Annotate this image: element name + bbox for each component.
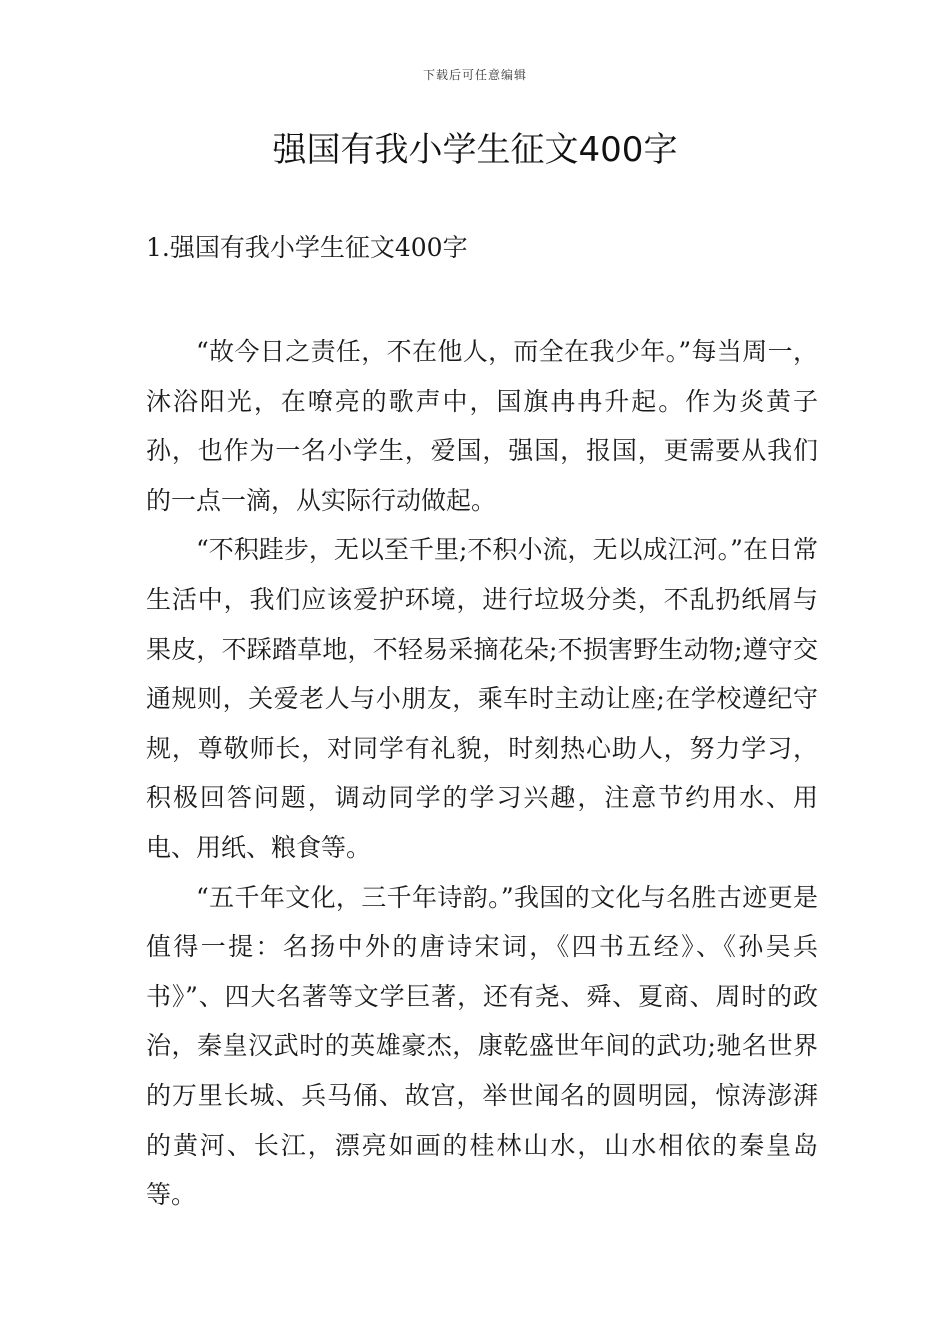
body-paragraph-3: “五千年文化，三千年诗韵。”我国的文化与名胜古迹更是值得一提：名扬中外的唐诗宋词，《四书五经》、《孙吴兵书》”、四大名著等文学巨著，还有尧、舜、夏商、周时的政治，秦皇汉武时的英雄豪杰，康乾盛世年间的武功;驰名世界的万里长城、兵马俑、故宫，举世闻名的圆明园，惊涛澎湃的黄河、长江，漂亮如画的桂林山水，山水相依的秦皇岛等。 [146, 882, 818, 1210]
body-paragraph-2: “不积跬步，无以至千里;不积小流，无以成江河。”在日常生活中，我们应该爱护环境，进行垃圾分类，不乱扔纸屑与果皮，不踩踏草地，不轻易采摘花朵;不损害野生动物;遵守交通规则，关爱老人与小朋友，乘车时主动让座;在学校遵纪守规，尊敬师长，对同学有礼貌，时刻热心助人，努力学习，积极回答问题，调动同学的学习兴趣，注意节约用水、用电、用纸、粮食等。 [146, 535, 818, 862]
header-note: 下载后可任意编辑 [422, 68, 527, 82]
document-body [146, 327, 818, 1220]
body-paragraph-1: “故今日之责任，不在他人，而全在我少年。”每当周一，沐浴阳光，在嘹亮的歌声中，国旗冉冉升起。作为炎黄子孙，也作为一名小学生，爱国，强国，报国，更需要从我们的一点一滴，从实际行动做起。 [146, 337, 818, 515]
section-heading: 1.强国有我小学生征文400字 [146, 233, 468, 262]
document-title: 强国有我小学生征文400字 [272, 130, 678, 170]
